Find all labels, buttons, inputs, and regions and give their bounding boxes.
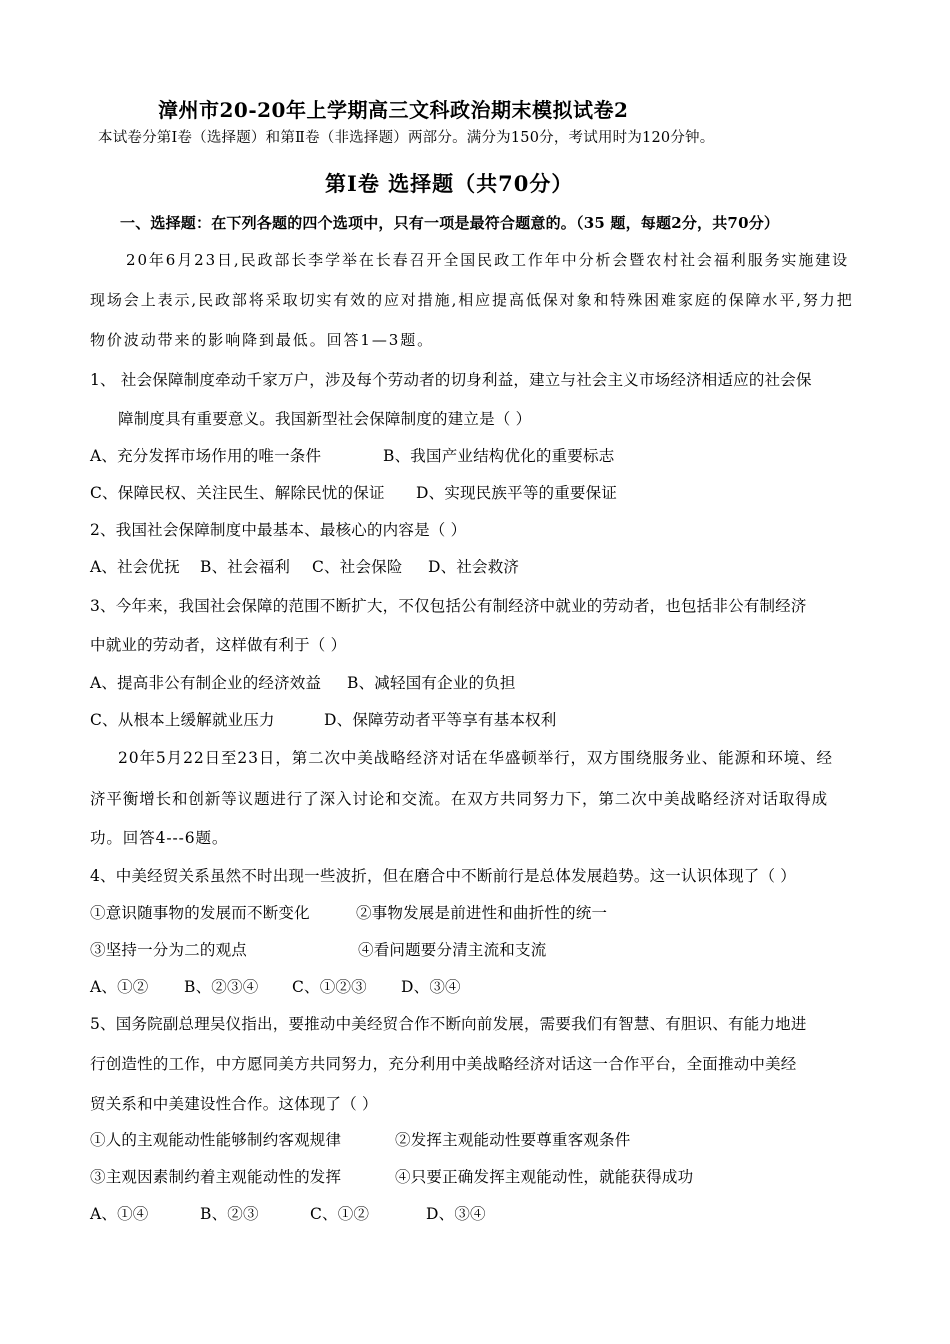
q2-option-d: D、社会救济	[428, 558, 520, 576]
material1-line-3: 物价波动带来的影响降到最低。回答1—3题。	[90, 331, 434, 349]
q1-options-row-1	[90, 446, 614, 466]
q5-statements-row-1	[90, 1130, 631, 1150]
q5-option-b: B、②③	[200, 1205, 259, 1223]
q3-option-d: D、保障劳动者平等享有基本权利	[324, 711, 557, 729]
q5-statement-3: ③主观因素制约着主观能动性的发挥	[90, 1168, 342, 1186]
q4-statements-row-2	[90, 940, 546, 960]
q4-stem: 4、中美经贸关系虽然不时出现一些波折，但在磨合中不断前行是总体发展趋势。这一认识体现了（ ）	[90, 867, 796, 885]
q5-statement-4: ④只要正确发挥主观能动性，就能获得成功	[395, 1168, 694, 1186]
q5-stem-line-3: 贸关系和中美建设性合作。这体现了（ ）	[90, 1095, 378, 1113]
q2-option-a: A、社会优抚	[90, 558, 180, 576]
q3-options-row-2	[90, 710, 556, 730]
q1-options-row-2	[90, 483, 617, 503]
q4-option-c: C、①②③	[292, 978, 367, 996]
q4-option-a: A、①②	[90, 978, 149, 996]
exam-title: 漳州市20-20年上学期高三文科政治期末模拟试卷2	[158, 98, 629, 122]
q3-option-b: B、减轻国有企业的负担	[347, 674, 516, 692]
q4-option-b: B、②③④	[184, 978, 259, 996]
q1-stem-line-1: 1、 社会保障制度牵动千家万户，涉及每个劳动者的切身利益，建立与社会主义市场经济相适应的社会保	[90, 371, 812, 389]
q4-statement-4: ④看问题要分清主流和支流	[358, 941, 547, 959]
q1-option-b: B、我国产业结构优化的重要标志	[383, 447, 615, 465]
section-instruction: 一、选择题：在下列各题的四个选项中，只有一项是最符合题意的。（35 题，每题2分，共70分）	[120, 214, 780, 232]
material1-line-1: 20年6月23日,民政部长李学举在长春召开全国民政工作年中分析会暨农村社会福利服务实施建设	[126, 251, 849, 269]
q5-option-a: A、①④	[90, 1205, 149, 1223]
q5-options-row	[90, 1204, 486, 1224]
q5-statement-1: ①人的主观能动性能够制约客观规律	[90, 1131, 342, 1149]
section-heading: 第Ⅰ卷 选择题（共70分）	[325, 171, 574, 196]
q5-statement-2: ②发挥主观能动性要尊重客观条件	[395, 1131, 631, 1149]
q5-statements-row-2	[90, 1167, 693, 1187]
exam-subtitle: 本试卷分第Ⅰ卷（选择题）和第Ⅱ卷（非选择题）两部分。满分为150分，考试用时为120分钟。	[98, 130, 715, 146]
q1-option-a: A、充分发挥市场作用的唯一条件	[90, 447, 322, 465]
q5-option-d: D、③④	[426, 1205, 486, 1223]
q1-option-c: C、保障民权、关注民生、解除民忧的保证	[90, 484, 385, 502]
q4-statement-3: ③坚持一分为二的观点	[90, 941, 248, 959]
q1-option-d: D、实现民族平等的重要保证	[416, 484, 618, 502]
q4-statement-1: ①意识随事物的发展而不断变化	[90, 904, 310, 922]
q2-option-c: C、社会保险	[312, 558, 403, 576]
material2-line-3: 功。回答4---6题。	[90, 829, 229, 847]
q4-option-d: D、③④	[401, 978, 461, 996]
q5-stem-line-2: 行创造性的工作，中方愿同美方共同努力，充分利用中美战略经济对话这一合作平台，全面推动中美经	[90, 1055, 797, 1073]
q2-option-b: B、社会福利	[200, 558, 291, 576]
q2-options-row	[90, 557, 519, 577]
q1-stem-line-2: 障制度具有重要意义。我国新型社会保障制度的建立是（ ）	[118, 410, 532, 428]
q3-stem-line-2: 中就业的劳动者，这样做有利于（ ）	[90, 636, 347, 654]
q2-stem: 2、我国社会保障制度中最基本、最核心的内容是（ ）	[90, 521, 467, 539]
material1-line-2: 现场会上表示,民政部将采取切实有效的应对措施,相应提高低保对象和特殊困难家庭的保障水平,努力把	[90, 291, 854, 309]
q4-options-row	[90, 977, 461, 997]
q4-statements-row-1	[90, 903, 607, 923]
q5-stem-line-1: 5、国务院副总理吴仪指出，要推动中美经贸合作不断向前发展，需要我们有智慧、有胆识、有能力地进	[90, 1015, 807, 1033]
q3-options-row-1	[90, 673, 516, 693]
q3-option-a: A、提高非公有制企业的经济效益	[90, 674, 322, 692]
q3-option-c: C、从根本上缓解就业压力	[90, 711, 275, 729]
q3-stem-line-1: 3、今年来，我国社会保障的范围不断扩大，不仅包括公有制经济中就业的劳动者，也包括非公有制经济	[90, 597, 807, 615]
material2-line-1: 20年5月22日至23日，第二次中美战略经济对话在华盛顿举行，双方围绕服务业、能源和环境、经	[118, 749, 833, 767]
q5-option-c: C、①②	[310, 1205, 370, 1223]
material2-line-2: 济平衡增长和创新等议题进行了深入讨论和交流。在双方共同努力下，第二次中美战略经济对话取得成	[90, 790, 829, 808]
q4-statement-2: ②事物发展是前进性和曲折性的统一	[356, 904, 608, 922]
